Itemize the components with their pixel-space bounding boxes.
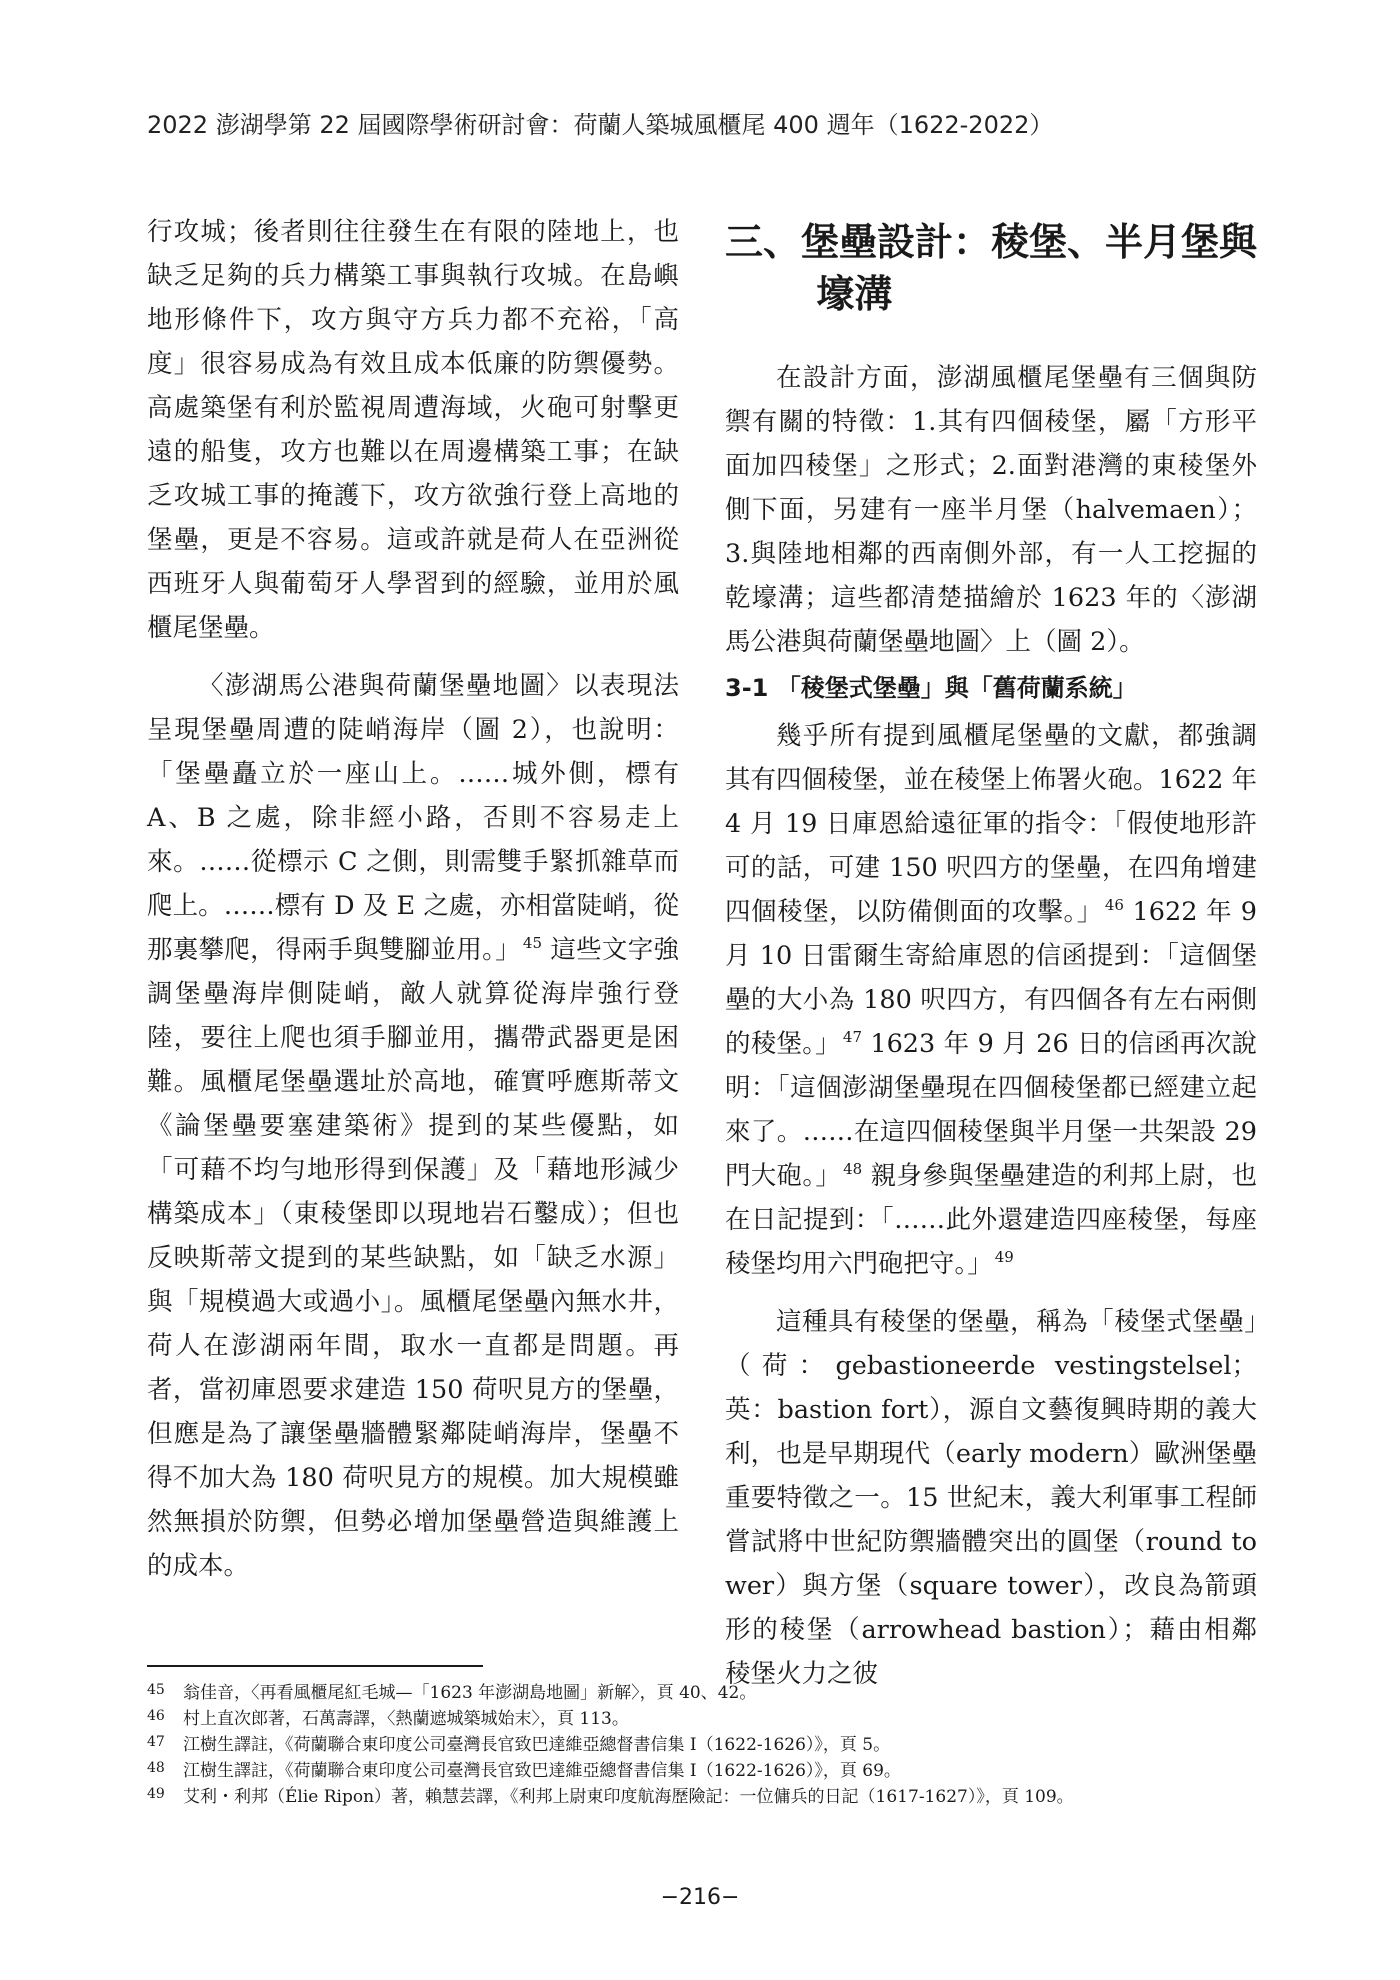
footnote-ref-46[interactable]: 46 (1104, 896, 1124, 914)
paragraph-text: 親身參與堡壘建造的利邦上尉，也在日記提到：「……此外還建造四座稜堡，每座稜堡均用六門砲把守。」 (725, 1161, 1257, 1279)
footnote-ref-47[interactable]: 47 (842, 1028, 863, 1046)
footnote-number: 47 (147, 1734, 165, 1750)
footnote-text: 村上直次郎著，石萬壽譯，〈熱蘭遮城築城始末〉，頁 113。 (183, 1709, 629, 1729)
footnote-number: 49 (147, 1786, 165, 1802)
paragraph-continued: 行攻城；後者則往往發生在有限的陸地上，也缺乏足夠的兵力構築工事與執行攻城。在島嶼地形條件下，攻方與守方兵力都不充裕，「高度」很容易成為有效且成本低廉的防禦優勢。高處築堡有利於監視周遭海域，火砲可射擊更遠的船隻，攻方也難以在周邊構築工事；在缺乏攻城工事的掩護下，攻方欲強行登上高地的堡壘，更是不容易。這或許就是荷人在亞洲從西班牙人與葡萄牙人學習到的經驗，並用於風櫃尾堡壘。 (147, 217, 679, 643)
paragraph-map-description (147, 664, 679, 1588)
paragraph-bastion-fort: 這種具有稜堡的堡壘，稱為「稜堡式堡壘」（荷：gebastioneerde vestingstelsel；英：bastion fort），源自文藝復興時期的義大利，也是早期現代（early modern）歐洲堡壘重要特徵之一。15 世紀末，義大利軍事工程師嘗試將中世紀防禦牆體突出的圓堡（round tower）與方堡（square tower），改良為箭頭形的稜堡（arrowhead bastion）；藉由相鄰稜堡火力之彼 (725, 1307, 1257, 1689)
footnote (147, 1732, 1257, 1758)
running-header: 2022 澎湖學第 22 屆國際學術研討會：荷蘭人築城風櫃尾 400 週年（1622-2022） (147, 111, 1054, 139)
subsection-title: 3-1 「稜堡式堡壘」與「舊荷蘭系統」 (725, 674, 1137, 702)
footnote-text: 江樹生譯註，《荷蘭聯合東印度公司臺灣長官致巴達維亞總督書信集 I（1622-1626）》，頁 69。 (183, 1761, 901, 1781)
footnote-ref-45[interactable]: 45 (522, 934, 542, 952)
footnote-ref-48[interactable]: 48 (843, 1160, 863, 1178)
footnote (147, 1706, 1257, 1732)
paragraph-text: 〈澎湖馬公港與荷蘭堡壘地圖〉以表現法呈現堡壘周遭的陡峭海岸（圖 2），也說明：「堡壘矗立於一座山上。……城外側，標有 A、B 之處，除非經小路，否則不容易走上來。……從標示 C 之側，則需雙手緊抓雜草而爬上。……標有 D 及 E 之處，亦相當陡峭，從那裏攀爬，得兩手與雙腳並用。」 (147, 671, 679, 965)
page-number: −216− (660, 1885, 740, 1910)
paragraph-text: 1623 年 9 月 26 日的信函再次說明：「這個澎湖堡壘現在四個稜堡都已經建立起來了。……在這四個稜堡與半月堡一共架設 29 門大砲。」 (725, 1029, 1257, 1191)
footnote (147, 1758, 1257, 1784)
section-title: 三、堡壘設計：稜堡、半月堡與壕溝 (725, 219, 1258, 316)
paragraph-bastions (725, 714, 1257, 1286)
left-column (147, 210, 679, 1588)
footnote-text: 翁佳音，〈再看風櫃尾紅毛城—「1623 年澎湖島地圖」新解〉，頁 40、42。 (183, 1683, 757, 1703)
footnote-number: 45 (147, 1682, 165, 1698)
footnote-divider (147, 1665, 483, 1667)
footnote-text: 艾利・利邦（Élie Ripon）著，賴慧芸譯，《利邦上尉東印度航海歷險記：一位傭兵的日記（1617-1627）》，頁 109。 (183, 1787, 1074, 1807)
footnote-number: 46 (147, 1708, 165, 1724)
paragraph-text: 1622 年 9 月 10 日雷爾生寄給庫恩的信函提到：「這個堡壘的大小為 180 呎四方，有四個各有左右兩側的稜堡。」 (725, 897, 1257, 1059)
footnotes (147, 1680, 1257, 1810)
right-column (725, 210, 1257, 1696)
footnote-number: 48 (147, 1760, 165, 1776)
footnote (147, 1784, 1257, 1810)
footnote-ref-49[interactable]: 49 (994, 1248, 1014, 1266)
paragraph-design: 在設計方面，澎湖風櫃尾堡壘有三個與防禦有關的特徵：1.其有四個稜堡，屬「方形平面加四稜堡」之形式；2.面對港灣的東稜堡外側下面，另建有一座半月堡（halvemaen）；3.與陸地相鄰的西南側外部，有一人工挖掘的乾壕溝；這些都清楚描繪於 1623 年的〈澎湖馬公港與荷蘭堡壘地圖〉上（圖 2）。 (725, 363, 1257, 657)
paragraph-text: 幾乎所有提到風櫃尾堡壘的文獻，都強調其有四個稜堡，並在稜堡上佈署火砲。1622 年 4 月 19 日庫恩給遠征軍的指令：「假使地形許可的話，可建 150 呎四方的堡壘，在四角增建四個稜堡，以防備側面的攻擊。」 (725, 721, 1258, 927)
footnote-text: 江樹生譯註，《荷蘭聯合東印度公司臺灣長官致巴達維亞總督書信集 I（1622-1626）》，頁 5。 (183, 1735, 891, 1755)
paragraph-text: 這些文字強調堡壘海岸側陡峭，敵人就算從海岸強行登陸，要往上爬也須手腳並用，攜帶武器更是困難。風櫃尾堡壘選址於高地，確實呼應斯蒂文《論堡壘要塞建築術》提到的某些優點，如「可藉不均勻地形得到保護」及「藉地形減少構築成本」（東稜堡即以現地岩石鑿成）；但也反映斯蒂文提到的某些缺點，如「缺乏水源」與「規模過大或過小」。風櫃尾堡壘內無水井，荷人在澎湖兩年間，取水一直都是問題。再者，當初庫恩要求建造 150 荷呎見方的堡壘，但應是為了讓堡壘牆體緊鄰陡峭海岸，堡壘不得不加大為 180 荷呎見方的規模。加大規模雖然無損於防禦，但勢必增加堡壘營造與維護上的成本。 (147, 935, 679, 1581)
footnote (147, 1680, 1257, 1706)
